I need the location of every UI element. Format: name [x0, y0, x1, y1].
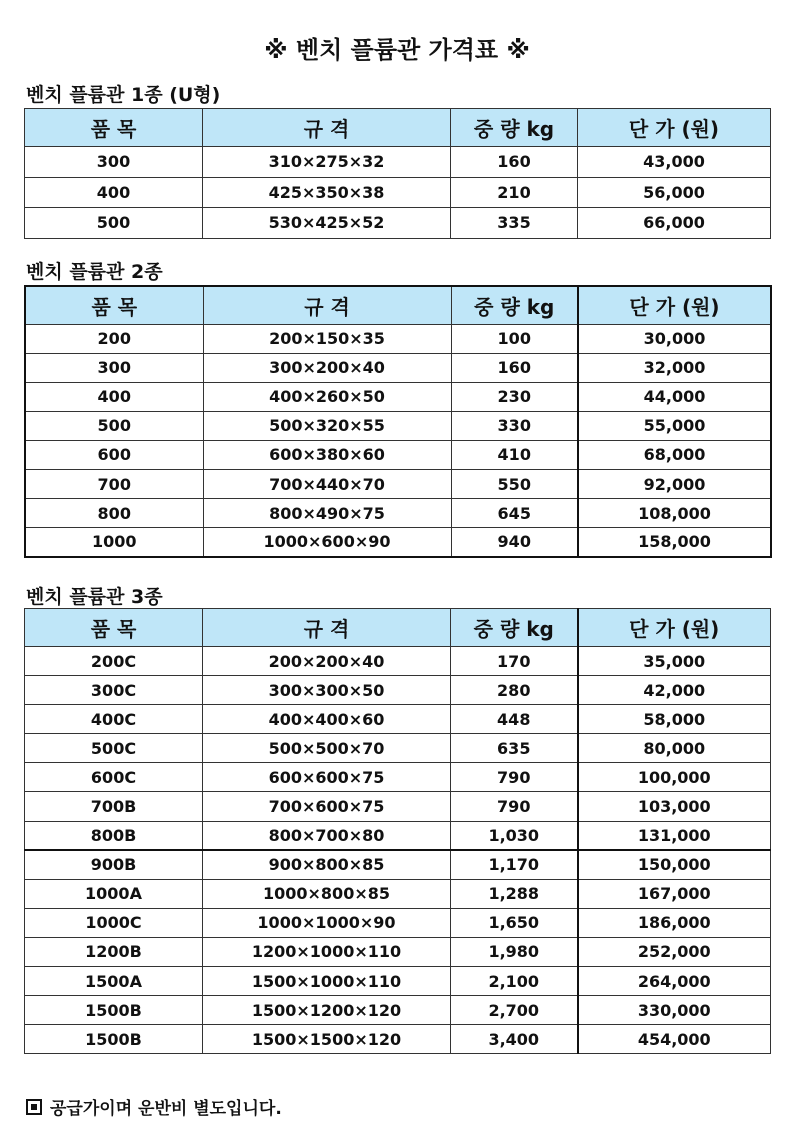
- cell-item: 300: [25, 147, 203, 178]
- table-row: [25, 792, 771, 821]
- cell-spec: 1500×1000×110: [203, 967, 451, 996]
- cell-spec: 1000×1000×90: [203, 908, 451, 937]
- table-header-row: [25, 286, 771, 324]
- cell-price: 131,000: [578, 821, 771, 850]
- table-row: [25, 879, 771, 908]
- cell-weight: 635: [451, 734, 578, 763]
- cell-item: 200: [25, 324, 203, 353]
- cell-spec: 800×490×75: [203, 499, 451, 528]
- table-row: [25, 499, 771, 528]
- cell-price: 92,000: [578, 469, 771, 498]
- cell-weight: 410: [451, 440, 578, 469]
- table-row: [25, 734, 771, 763]
- table-header-row: [25, 109, 771, 147]
- cell-price: 66,000: [578, 208, 771, 239]
- header-spec: 규 격: [203, 286, 451, 324]
- table-row: [25, 763, 771, 792]
- table-row: [25, 382, 771, 411]
- cell-spec: 200×200×40: [203, 647, 451, 676]
- cell-price: 30,000: [578, 324, 771, 353]
- cell-item: 400: [25, 177, 203, 208]
- cell-item: 1500B: [25, 996, 203, 1025]
- cell-item: 1500B: [25, 1025, 203, 1054]
- cell-item: 300C: [25, 676, 203, 705]
- cell-item: 1000A: [25, 879, 203, 908]
- cell-spec: 1200×1000×110: [203, 937, 451, 966]
- cell-item: 800: [25, 499, 203, 528]
- cell-spec: 1500×1200×120: [203, 996, 451, 1025]
- cell-price: 252,000: [578, 937, 771, 966]
- cell-item: 600: [25, 440, 203, 469]
- cell-item: 1200B: [25, 937, 203, 966]
- header-item: 품 목: [25, 609, 203, 647]
- table-row: [25, 937, 771, 966]
- cell-spec: 900×800×85: [203, 850, 451, 879]
- section-title-type1: 벤치 플륨관 1종 (U형): [26, 84, 221, 106]
- cell-item: 1500A: [25, 967, 203, 996]
- cell-item: 500C: [25, 734, 203, 763]
- cell-weight: 335: [451, 208, 578, 239]
- cell-spec: 500×320×55: [203, 411, 451, 440]
- cell-price: 100,000: [578, 763, 771, 792]
- cell-spec: 300×300×50: [203, 676, 451, 705]
- cell-weight: 645: [451, 499, 578, 528]
- page-title: ※ 벤치 플륨관 가격표 ※: [264, 36, 530, 64]
- table-row: [25, 676, 771, 705]
- header-price: 단 가 (원): [578, 609, 771, 647]
- cell-price: 186,000: [578, 908, 771, 937]
- section-title-type3: 벤치 플륨관 3종: [26, 586, 163, 608]
- cell-weight: 330: [451, 411, 578, 440]
- cell-item: 700B: [25, 792, 203, 821]
- table-row: [25, 908, 771, 937]
- cell-spec: 200×150×35: [203, 324, 451, 353]
- header-weight: 중 량 kg: [451, 286, 578, 324]
- cell-price: 32,000: [578, 353, 771, 382]
- table-header-row: [25, 609, 771, 647]
- header-spec: 규 격: [203, 109, 451, 147]
- cell-item: 800B: [25, 821, 203, 850]
- square-bullet-icon: [26, 1099, 42, 1115]
- cell-weight: 160: [451, 147, 578, 178]
- cell-spec: 600×600×75: [203, 763, 451, 792]
- header-spec: 규 격: [203, 609, 451, 647]
- cell-price: 108,000: [578, 499, 771, 528]
- cell-price: 44,000: [578, 382, 771, 411]
- header-price: 단 가 (원): [578, 286, 771, 324]
- cell-price: 68,000: [578, 440, 771, 469]
- cell-weight: 280: [451, 676, 578, 705]
- cell-price: 167,000: [578, 879, 771, 908]
- table-row: [25, 528, 771, 557]
- cell-item: 700: [25, 469, 203, 498]
- header-weight: 중 량 kg: [451, 609, 578, 647]
- cell-spec: 300×200×40: [203, 353, 451, 382]
- cell-item: 1000: [25, 528, 203, 557]
- table-row: [25, 705, 771, 734]
- cell-spec: 1000×600×90: [203, 528, 451, 557]
- cell-price: 42,000: [578, 676, 771, 705]
- cell-price: 158,000: [578, 528, 771, 557]
- table-row: [25, 647, 771, 676]
- cell-weight: 448: [451, 705, 578, 734]
- cell-weight: 2,100: [451, 967, 578, 996]
- cell-item: 1000C: [25, 908, 203, 937]
- cell-spec: 700×600×75: [203, 792, 451, 821]
- footer-note: [26, 1094, 282, 1119]
- note-text: 공급가이며 운반비 별도입니다.: [50, 1099, 282, 1119]
- cell-weight: 1,288: [451, 879, 578, 908]
- cell-item: 900B: [25, 850, 203, 879]
- cell-spec: 1500×1500×120: [203, 1025, 451, 1054]
- price-table-type2: [24, 285, 772, 558]
- table-row: [25, 177, 771, 208]
- cell-price: 80,000: [578, 734, 771, 763]
- price-table-type3: [24, 608, 771, 1054]
- cell-item: 500: [25, 208, 203, 239]
- cell-spec: 310×275×32: [203, 147, 451, 178]
- cell-spec: 500×500×70: [203, 734, 451, 763]
- cell-weight: 1,170: [451, 850, 578, 879]
- cell-weight: 790: [451, 763, 578, 792]
- cell-item: 300: [25, 353, 203, 382]
- cell-spec: 800×700×80: [203, 821, 451, 850]
- cell-weight: 170: [451, 647, 578, 676]
- cell-spec: 1000×800×85: [203, 879, 451, 908]
- cell-weight: 550: [451, 469, 578, 498]
- cell-spec: 700×440×70: [203, 469, 451, 498]
- cell-price: 264,000: [578, 967, 771, 996]
- cell-weight: 1,650: [451, 908, 578, 937]
- table-row: [25, 850, 771, 879]
- table-row: [25, 821, 771, 850]
- table-row: [25, 967, 771, 996]
- cell-weight: 1,980: [451, 937, 578, 966]
- cell-spec: 400×400×60: [203, 705, 451, 734]
- cell-price: 35,000: [578, 647, 771, 676]
- table-row: [25, 208, 771, 239]
- cell-price: 150,000: [578, 850, 771, 879]
- cell-price: 43,000: [578, 147, 771, 178]
- price-table-type1: [24, 108, 771, 239]
- table-row: [25, 411, 771, 440]
- cell-spec: 530×425×52: [203, 208, 451, 239]
- cell-weight: 2,700: [451, 996, 578, 1025]
- cell-weight: 790: [451, 792, 578, 821]
- cell-price: 454,000: [578, 1025, 771, 1054]
- cell-item: 400C: [25, 705, 203, 734]
- cell-weight: 1,030: [451, 821, 578, 850]
- cell-weight: 940: [451, 528, 578, 557]
- cell-weight: 160: [451, 353, 578, 382]
- table-row: [25, 440, 771, 469]
- cell-price: 56,000: [578, 177, 771, 208]
- table-row: [25, 324, 771, 353]
- cell-price: 58,000: [578, 705, 771, 734]
- header-weight: 중 량 kg: [451, 109, 578, 147]
- cell-spec: 600×380×60: [203, 440, 451, 469]
- header-item: 품 목: [25, 286, 203, 324]
- cell-weight: 210: [451, 177, 578, 208]
- table-row: [25, 1025, 771, 1054]
- cell-spec: 425×350×38: [203, 177, 451, 208]
- cell-item: 400: [25, 382, 203, 411]
- header-item: 품 목: [25, 109, 203, 147]
- cell-weight: 230: [451, 382, 578, 411]
- table-row: [25, 469, 771, 498]
- cell-item: 600C: [25, 763, 203, 792]
- cell-item: 200C: [25, 647, 203, 676]
- cell-price: 103,000: [578, 792, 771, 821]
- section-title-type2: 벤치 플륨관 2종: [26, 261, 163, 283]
- cell-weight: 3,400: [451, 1025, 578, 1054]
- cell-weight: 100: [451, 324, 578, 353]
- table-row: [25, 353, 771, 382]
- cell-price: 330,000: [578, 996, 771, 1025]
- cell-price: 55,000: [578, 411, 771, 440]
- cell-spec: 400×260×50: [203, 382, 451, 411]
- header-price: 단 가 (원): [578, 109, 771, 147]
- table-row: [25, 147, 771, 178]
- cell-item: 500: [25, 411, 203, 440]
- table-row: [25, 996, 771, 1025]
